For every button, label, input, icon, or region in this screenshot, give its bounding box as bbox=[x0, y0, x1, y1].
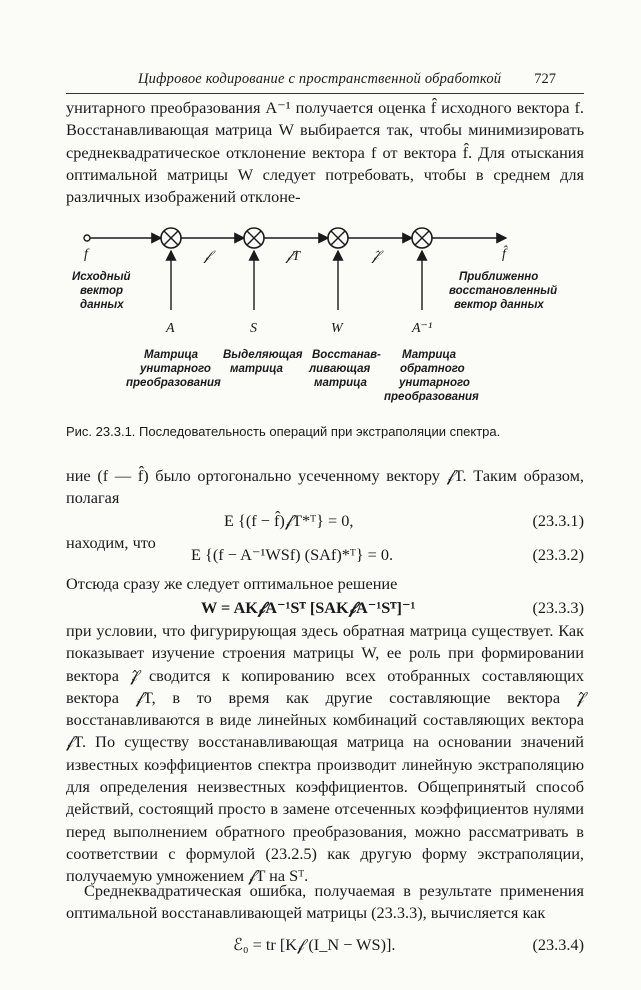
output-label-2: восстановленный bbox=[449, 285, 558, 297]
equation-body: ℰ₀ = tr [K𝒻 (I_N − WS)]. bbox=[233, 935, 396, 954]
equation-body: W = AK𝒻A⁻¹Sᵀ [SAK𝒻A⁻¹Sᵀ]⁻¹ bbox=[201, 598, 416, 617]
equation-body: E {(f − f̂)𝒻T*ᵀ} = 0, bbox=[224, 511, 354, 530]
matrix-W: W bbox=[331, 321, 343, 336]
input-symbol: f bbox=[84, 247, 88, 262]
equation-number: (23.3.1) bbox=[532, 511, 584, 530]
multiplier-2 bbox=[244, 228, 264, 248]
paragraph-4: Среднеквадратическая ошибка, получаемая в результате применения оптимальной восстанавливающей матрицы (23.3.3), вычисляется как bbox=[66, 881, 584, 923]
header-rule bbox=[66, 93, 584, 94]
equation-23-3-2 bbox=[66, 545, 584, 567]
block-4-line-4: преобразования bbox=[384, 391, 479, 403]
equation-number: (23.3.2) bbox=[532, 545, 584, 564]
block-2-line-2: матрица bbox=[230, 363, 283, 375]
block-2-line-1: Выделяющая bbox=[223, 349, 303, 361]
output-label-1: Приближенно bbox=[459, 271, 539, 283]
input-label-2: вектор bbox=[80, 285, 124, 297]
header-title: Цифровое кодирование с пространственной обработкой bbox=[138, 71, 502, 87]
paragraph-2: ние (f — f̂) было ортогонально усеченному вектору 𝒻T. Таким образом, полагая bbox=[66, 466, 584, 508]
running-header bbox=[138, 71, 556, 91]
equation-23-3-3 bbox=[66, 598, 584, 620]
lead-hence: Отсюда сразу же следует оптимальное решение bbox=[66, 574, 398, 593]
signal-truncated: 𝒻T bbox=[286, 249, 301, 264]
block-4-line-3: унитарного bbox=[399, 377, 470, 389]
matrix-A-inverse: A⁻¹ bbox=[412, 321, 433, 336]
figure-23-3-1 bbox=[66, 224, 584, 419]
matrix-S: S bbox=[250, 321, 257, 336]
input-label-3: данных bbox=[80, 299, 124, 311]
page-number: 727 bbox=[534, 71, 556, 87]
equation-number: (23.3.3) bbox=[532, 598, 584, 617]
paragraph-3: при условии, что фигурирующая здесь обратная матрица существует. Как показывает изучение строения матрицы W, ее роль при формировании вектора 𝒻̂ сводится к копированию всех отобранных составляющих вектора 𝒻T, в то время как другие составляющие вектора 𝒻̂ восстанавливаются в виде линейных комбинаций составляющих вектора 𝒻T. По существу восстанавливающая матрица на основании значений известных коэффициентов спектра производит линейную экстраполяцию для определения неизвестных коэффициентов. Общепринятый способ действий, состоящий просто в замене отсеченных коэффициентов нулями перед выполнением обратного преобразования, можно рассматривать в соответствии с формулой (23.2.5) как другую форму экстраполяции, получаемую умножением 𝒻T на Sᵀ. bbox=[66, 621, 584, 886]
flow-diagram bbox=[66, 224, 584, 419]
block-3-line-1: Восстанав- bbox=[312, 349, 381, 361]
equation-23-3-1 bbox=[66, 511, 584, 533]
block-3-line-2: ливающая bbox=[309, 363, 371, 375]
matrix-A: A bbox=[166, 321, 175, 336]
equation-23-3-4 bbox=[66, 935, 584, 957]
input-node bbox=[84, 235, 90, 241]
multiplier-3 bbox=[328, 228, 348, 248]
signal-spectrum: 𝒻 bbox=[204, 249, 211, 264]
signal-restored: 𝒻̂ bbox=[372, 249, 379, 264]
paragraph-1: унитарного преобразования A⁻¹ получается оценка f̂ исходного вектора f. Восстанавливающая матрица W выбирается так, чтобы минимизировать среднеквадратическое отклонение вектора f от вектора f̂. Для отыскания оптимальной матрицы W следует потребовать, чтобы в среднем для различных изображений отклоне- bbox=[66, 98, 584, 207]
block-1-line-3: преобразования bbox=[126, 377, 221, 389]
block-4-line-1: Матрица bbox=[402, 349, 457, 361]
output-symbol: f̂ bbox=[502, 247, 506, 262]
input-label-1: Исходный bbox=[72, 271, 131, 283]
output-label-3: вектор данных bbox=[454, 299, 544, 311]
block-3-line-3: матрица bbox=[314, 377, 367, 389]
figure-caption: Рис. 23.3.1. Последовательность операций при экстраполяции спектра. bbox=[66, 424, 501, 439]
block-4-line-2: обратного bbox=[400, 363, 465, 375]
lead-finding: находим, что bbox=[66, 533, 156, 552]
multiplier-1 bbox=[161, 228, 181, 248]
multiplier-4 bbox=[412, 228, 432, 248]
block-1-line-2: унитарного bbox=[140, 363, 211, 375]
equation-number: (23.3.4) bbox=[532, 935, 584, 954]
equation-body: E {(f − A⁻¹WSf) (SAf)*ᵀ} = 0. bbox=[191, 545, 394, 564]
block-1-line-1: Матрица bbox=[144, 349, 199, 361]
